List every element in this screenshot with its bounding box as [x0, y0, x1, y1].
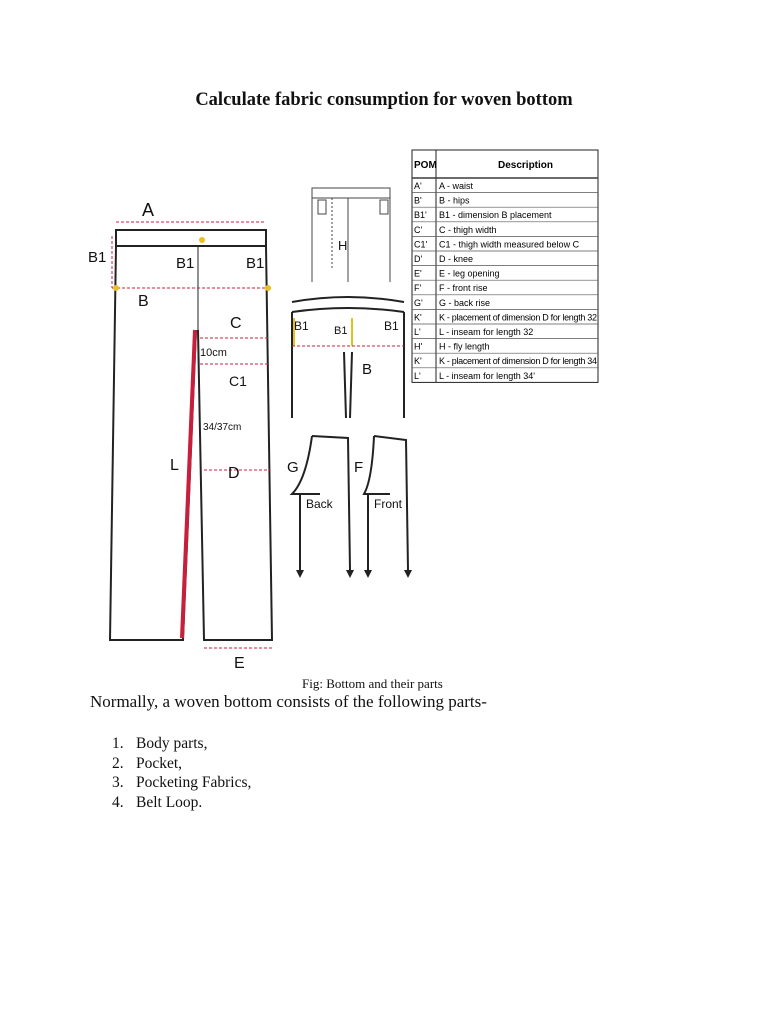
label-b1-top-left: B1 [294, 319, 309, 333]
label-l: L [170, 457, 179, 474]
label-b1-outer: B1 [88, 249, 107, 266]
waistband [116, 230, 266, 246]
description-header: Description [498, 160, 554, 171]
label-back: Back [306, 497, 333, 511]
label-e: E [234, 655, 245, 672]
parts-list [112, 734, 251, 812]
pom-description: D - knee [439, 254, 474, 264]
pom-description: K - placement of dimension D for length 32 [439, 312, 597, 323]
label-b1-right: B1 [246, 255, 265, 272]
pom-code: D' [414, 254, 423, 264]
trouser-top-view [292, 297, 404, 418]
inseam-red-line [182, 330, 195, 638]
pom-description: F - front rise [439, 283, 488, 294]
fly-diagram [312, 188, 390, 282]
label-10cm: 10cm [200, 347, 227, 359]
label-b1-top-right: B1 [384, 319, 399, 333]
pom-code: K' [414, 356, 422, 367]
pom-code: C1' [414, 239, 428, 250]
pom-code: B' [414, 195, 422, 206]
label-a: A [142, 200, 155, 220]
pom-table [412, 150, 598, 382]
figure-caption: Fig: Bottom and their parts [302, 676, 443, 691]
pom-code: B1' [414, 210, 427, 221]
trouser-measurement-figure [88, 142, 604, 674]
pom-description: G - back rise [439, 297, 491, 308]
pom-description: K - placement of dimension D for length 34 [439, 356, 597, 367]
right-leg-outline [198, 246, 272, 640]
pom-code: A' [414, 181, 422, 191]
pom-description: E - leg opening [439, 268, 500, 279]
pom-description: C - thigh width [439, 224, 497, 235]
list-item: 3. Pocketing Fabrics, [112, 774, 252, 791]
pom-code: K' [414, 312, 422, 323]
intro-text: Normally, a woven bottom consists of the following parts- [90, 692, 487, 711]
list-item: 4. Belt Loop. [112, 793, 203, 811]
pom-description: A - waist [439, 181, 474, 191]
label-b: B [138, 293, 149, 310]
pom-header: POM [414, 160, 437, 171]
label-34-37cm: 34/37cm [203, 422, 242, 433]
pom-code: E' [414, 268, 422, 279]
label-g: G [287, 459, 299, 476]
document-title: Calculate fabric consumption for woven bottom [195, 90, 573, 110]
label-c1: C1 [229, 373, 247, 389]
pom-code: L' [414, 327, 421, 337]
list-item: 2. Pocket, [112, 754, 183, 772]
pom-code: G' [414, 297, 423, 308]
pom-description: B - hips [439, 195, 470, 206]
list-item: 1. Body parts, [112, 735, 208, 752]
pom-code: F' [414, 283, 422, 294]
pom-description: L - inseam for length 32 [439, 327, 534, 337]
label-h: H [338, 238, 348, 253]
pom-description: B1 - dimension B placement [439, 210, 552, 221]
label-d: D [228, 465, 240, 482]
label-c: C [230, 315, 242, 332]
label-b1-left: B1 [176, 255, 195, 272]
pom-code: L' [414, 370, 421, 381]
pom-description: C1 - thigh width measured below C [439, 239, 580, 250]
pom-description: L - inseam for length 34' [439, 370, 535, 381]
label-b1-top-mid: B1 [334, 325, 348, 337]
pom-code: H' [414, 341, 423, 352]
label-front: Front [374, 497, 403, 511]
label-b-top: B [362, 361, 373, 378]
label-f: F [354, 459, 364, 476]
pom-code: C' [414, 224, 423, 235]
pom-description: H - fly length [439, 341, 490, 352]
